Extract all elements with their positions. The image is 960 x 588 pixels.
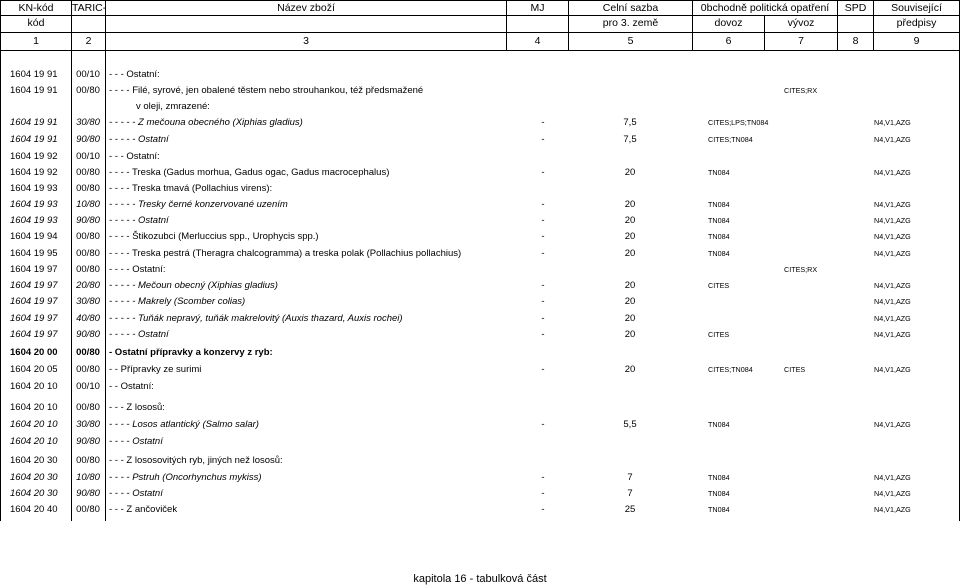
spd-code: N4,V1,AZG xyxy=(874,420,911,429)
table-row xyxy=(0,327,960,343)
unit: - xyxy=(541,419,545,430)
header-taric: TARIC- xyxy=(72,2,107,14)
header-opatreni: 0bchodně politická opatření xyxy=(693,1,837,15)
spd-code: N4,V1,AZG xyxy=(874,135,911,144)
table-row xyxy=(0,149,960,165)
taric-code: 00/80 xyxy=(76,402,100,413)
kn-code: 1604 19 97 xyxy=(10,329,58,340)
kn-code: 1604 20 10 xyxy=(10,436,58,447)
taric-code: 00/10 xyxy=(76,381,100,392)
import-measure: TN084 xyxy=(708,473,730,482)
import-measure: TN084 xyxy=(708,232,730,241)
duty-rate: 20 xyxy=(624,215,636,226)
kn-code: 1604 20 10 xyxy=(10,419,58,430)
kn-code: 1604 20 30 xyxy=(10,472,58,483)
header-num-8: 8 xyxy=(838,33,873,50)
duty-rate: 20 xyxy=(624,280,636,291)
kn-code: 1604 19 97 xyxy=(10,313,58,324)
table-row xyxy=(0,400,960,416)
page-footer: kapitola 16 - tabulková část xyxy=(413,573,547,585)
goods-description: - - - Z lososovitých ryb, jiných než lososů: xyxy=(109,455,283,466)
taric-code: 00/80 xyxy=(76,231,100,242)
unit: - xyxy=(541,329,545,340)
import-measure: TN084 xyxy=(708,249,730,258)
spd-code: N4,V1,AZG xyxy=(874,168,911,177)
import-measure: CITES;LPS;TN084 xyxy=(708,118,769,127)
taric-code: 00/80 xyxy=(76,455,100,466)
table-row xyxy=(0,99,960,115)
kn-code: 1604 19 97 xyxy=(10,296,58,307)
kn-code: 1604 20 00 xyxy=(10,347,58,358)
goods-description: - - - - Losos atlantický (Salmo salar) xyxy=(109,419,259,430)
duty-rate: 20 xyxy=(624,231,636,242)
header-num-3: 3 xyxy=(106,33,506,50)
kn-code: 1604 19 93 xyxy=(10,183,58,194)
taric-code: 00/80 xyxy=(76,248,100,259)
taric-code: 00/10 xyxy=(76,69,100,80)
table-row xyxy=(0,181,960,197)
header-num-6: 6 xyxy=(693,33,764,50)
header-predpisy: předpisy xyxy=(874,16,959,32)
table-row xyxy=(0,362,960,378)
import-measure: CITES xyxy=(708,330,730,339)
import-measure: CITES;TN084 xyxy=(708,135,753,144)
unit: - xyxy=(541,504,545,515)
taric-code: 30/80 xyxy=(76,117,100,128)
unit: - xyxy=(541,280,545,291)
unit: - xyxy=(541,313,545,324)
header-num-9: 9 xyxy=(874,33,959,50)
table-row xyxy=(0,417,960,433)
export-measure: CITES;RX xyxy=(784,265,818,274)
goods-description: - - - - - Ostatní xyxy=(109,329,169,340)
taric-code: 90/80 xyxy=(76,134,100,145)
kn-code: 1604 19 95 xyxy=(10,248,58,259)
goods-description: - - - - Filé, syrové, jen obalené těstem nebo strouhankou, též předsmažené xyxy=(109,85,424,96)
header-knkod: KN-kód xyxy=(1,1,71,15)
taric-code: 00/80 xyxy=(76,264,100,275)
spd-code: N4,V1,AZG xyxy=(874,505,911,514)
goods-description: - - - - - Z mečouna obecného (Xiphias gladius) xyxy=(109,117,303,128)
goods-description: - - - - Treska tmavá (Pollachius virens): xyxy=(109,183,273,194)
spd-code: N4,V1,AZG xyxy=(874,281,911,290)
unit: - xyxy=(541,364,545,375)
goods-description: - - - - Ostatní xyxy=(109,488,163,499)
header-vyvoz: vývoz xyxy=(765,16,837,32)
table-row xyxy=(0,345,960,361)
import-measure: TN084 xyxy=(708,420,730,429)
goods-description: - - - - - Makrely (Scomber colias) xyxy=(109,296,246,307)
goods-description: - - - - - Tresky černé konzervované uzením xyxy=(109,199,288,210)
table-row xyxy=(0,470,960,486)
goods-description: - - - - Ostatní: xyxy=(109,264,166,275)
taric-code: 90/80 xyxy=(76,215,100,226)
table-row xyxy=(0,311,960,327)
kn-code: 1604 19 92 xyxy=(10,151,58,162)
table-row xyxy=(0,434,960,450)
spd-code: N4,V1,AZG xyxy=(874,200,911,209)
goods-description: - - - - Treska (Gadus morhua, Gadus ogac, Gadus macrocephalus) xyxy=(109,167,390,178)
header-num-2: 2 xyxy=(72,33,105,50)
kn-code: 1604 19 91 xyxy=(10,69,58,80)
unit: - xyxy=(541,134,545,145)
goods-description: - - - Z lososů: xyxy=(109,402,165,413)
duty-rate: 20 xyxy=(624,248,636,259)
taric-code: 00/80 xyxy=(76,85,100,96)
taric-code: 00/80 xyxy=(76,347,100,358)
goods-description: - - - - Treska pestrá (Theragra chalcogramma) a treska polak (Pollachius pollachius) xyxy=(109,248,462,259)
goods-description: - - - - - Ostatní xyxy=(109,215,169,226)
header-mj: MJ xyxy=(507,1,568,15)
kn-code: 1604 20 10 xyxy=(10,402,58,413)
table-row xyxy=(0,486,960,502)
import-measure: TN084 xyxy=(708,168,730,177)
duty-rate: 7 xyxy=(627,472,633,483)
header-num-1: 1 xyxy=(1,33,71,50)
table-row xyxy=(0,83,960,99)
header-spd: SPD xyxy=(838,1,873,15)
taric-code: 30/80 xyxy=(76,419,100,430)
import-measure: TN084 xyxy=(708,200,730,209)
duty-rate: 20 xyxy=(624,313,636,324)
taric-code: 20/80 xyxy=(76,280,100,291)
header-nazev: Název zboží xyxy=(106,1,506,15)
table-row xyxy=(0,165,960,181)
spd-code: N4,V1,AZG xyxy=(874,489,911,498)
unit: - xyxy=(541,199,545,210)
spd-code: N4,V1,AZG xyxy=(874,330,911,339)
table-row xyxy=(0,213,960,229)
kn-code: 1604 19 91 xyxy=(10,85,58,96)
table-row xyxy=(0,67,960,83)
import-measure: TN084 xyxy=(708,216,730,225)
goods-description: - - - - - Tuňák nepravý, tuňák makrelovitý (Auxis thazard, Auxis rochei) xyxy=(109,313,403,324)
import-measure: TN084 xyxy=(708,489,730,498)
table-row xyxy=(0,278,960,294)
duty-rate: 7,5 xyxy=(623,117,637,128)
duty-rate: 5,5 xyxy=(623,419,637,430)
table-header xyxy=(0,0,960,51)
taric-code: 00/80 xyxy=(76,364,100,375)
unit: - xyxy=(541,472,545,483)
spd-code: N4,V1,AZG xyxy=(874,314,911,323)
table-row xyxy=(0,294,960,310)
taric-code: 10/80 xyxy=(76,199,100,210)
table-row xyxy=(0,502,960,518)
taric-code: 00/80 xyxy=(76,167,100,178)
spd-code: N4,V1,AZG xyxy=(874,249,911,258)
duty-rate: 20 xyxy=(624,364,636,375)
duty-rate: 25 xyxy=(624,504,636,515)
taric-code: 30/80 xyxy=(76,296,100,307)
goods-description: - - - Ostatní: xyxy=(109,151,160,162)
table-row xyxy=(0,453,960,469)
table-row xyxy=(0,379,960,395)
goods-description: - - - - Ostatní xyxy=(109,436,163,447)
import-measure: TN084 xyxy=(708,505,730,514)
spd-code: N4,V1,AZG xyxy=(874,473,911,482)
goods-description: - - - - - Ostatní xyxy=(109,134,169,145)
kn-code: 1604 19 97 xyxy=(10,280,58,291)
header-num-7: 7 xyxy=(765,33,837,50)
table-row xyxy=(0,262,960,278)
goods-description: - - Přípravky ze surimi xyxy=(109,364,202,375)
table-row xyxy=(0,197,960,213)
kn-code: 1604 19 93 xyxy=(10,199,58,210)
table-row xyxy=(0,132,960,148)
header-souvisejici: Související xyxy=(874,1,959,15)
duty-rate: 7,5 xyxy=(623,134,637,145)
unit: - xyxy=(541,167,545,178)
taric-code: 40/80 xyxy=(76,313,100,324)
table-row xyxy=(0,229,960,245)
taric-code: 90/80 xyxy=(76,488,100,499)
header-celni-sazba: Celní sazba xyxy=(569,1,692,15)
spd-code: N4,V1,AZG xyxy=(874,232,911,241)
unit: - xyxy=(541,296,545,307)
taric-code: 00/80 xyxy=(76,504,100,515)
kn-code: 1604 19 97 xyxy=(10,264,58,275)
kn-code: 1604 19 91 xyxy=(10,117,58,128)
export-measure: CITES;RX xyxy=(784,86,818,95)
header-pro-treti-zeme: pro 3. země xyxy=(569,16,692,32)
kn-code: 1604 19 91 xyxy=(10,134,58,145)
kn-code: 1604 20 30 xyxy=(10,488,58,499)
goods-description: v oleji, zmrazené: xyxy=(136,101,210,112)
unit: - xyxy=(541,488,545,499)
unit: - xyxy=(541,248,545,259)
goods-description: - - - - Štikozubci (Merluccius spp., Urophycis spp.) xyxy=(109,231,319,242)
import-measure: CITES xyxy=(708,281,730,290)
duty-rate: 20 xyxy=(624,329,636,340)
spd-code: N4,V1,AZG xyxy=(874,216,911,225)
table-row xyxy=(0,246,960,262)
kn-code: 1604 20 30 xyxy=(10,455,58,466)
duty-rate: 20 xyxy=(624,296,636,307)
kn-code: 1604 19 93 xyxy=(10,215,58,226)
goods-description: - - - - Pstruh (Oncorhynchus mykiss) xyxy=(109,472,262,483)
taric-code: 90/80 xyxy=(76,329,100,340)
taric-code: 00/80 xyxy=(76,183,100,194)
goods-description: - - - - - Mečoun obecný (Xiphias gladius) xyxy=(109,280,278,291)
table-row xyxy=(0,115,960,131)
kn-code: 1604 20 10 xyxy=(10,381,58,392)
goods-description: - - Ostatní: xyxy=(109,381,154,392)
spd-code: N4,V1,AZG xyxy=(874,365,911,374)
duty-rate: 7 xyxy=(627,488,633,499)
goods-description: - Ostatní přípravky a konzervy z ryb: xyxy=(109,347,273,358)
export-measure: CITES xyxy=(784,365,806,374)
duty-rate: 20 xyxy=(624,167,636,178)
kn-code: 1604 20 40 xyxy=(10,504,58,515)
header-num-5: 5 xyxy=(569,33,692,50)
spd-code: N4,V1,AZG xyxy=(874,118,911,127)
unit: - xyxy=(541,117,545,128)
header-kod: kód xyxy=(1,16,71,32)
taric-code: 10/80 xyxy=(76,472,100,483)
import-measure: CITES;TN084 xyxy=(708,365,753,374)
taric-code: 90/80 xyxy=(76,436,100,447)
header-num-4: 4 xyxy=(507,33,568,50)
goods-description: - - - Z ančoviček xyxy=(109,504,178,515)
kn-code: 1604 19 94 xyxy=(10,231,58,242)
taric-code: 00/10 xyxy=(76,151,100,162)
kn-code: 1604 20 05 xyxy=(10,364,58,375)
spd-code: N4,V1,AZG xyxy=(874,297,911,306)
unit: - xyxy=(541,215,545,226)
duty-rate: 20 xyxy=(624,199,636,210)
goods-description: - - - Ostatní: xyxy=(109,69,160,80)
unit: - xyxy=(541,231,545,242)
header-dovoz: dovoz xyxy=(693,16,764,32)
kn-code: 1604 19 92 xyxy=(10,167,58,178)
